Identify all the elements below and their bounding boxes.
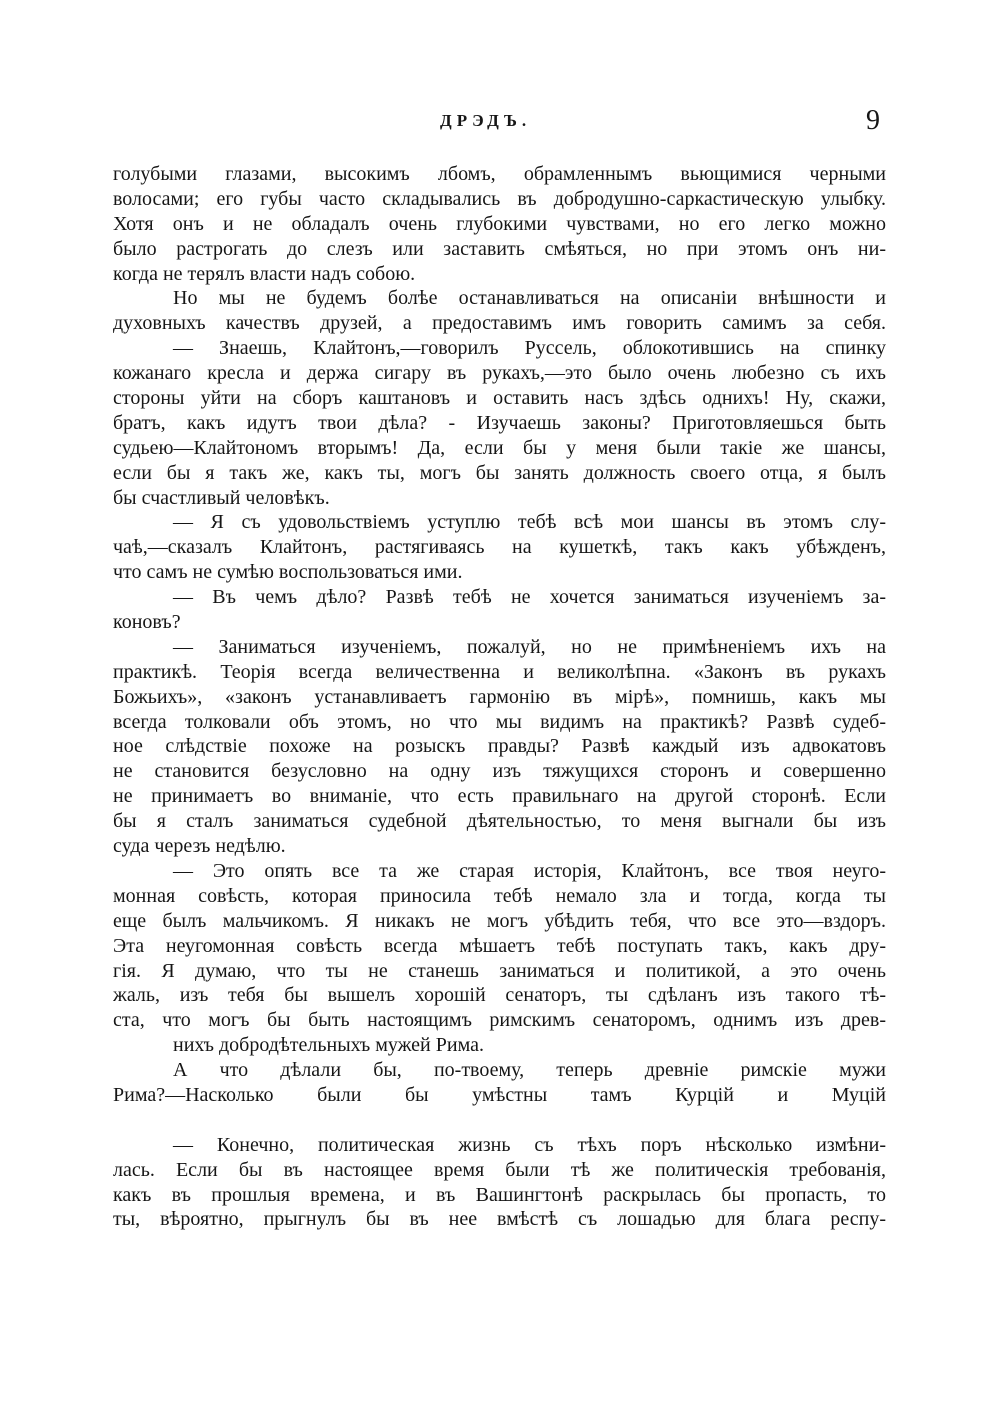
text-line: — Конечно, политическая жизнь съ тѣхъ поръ нѣсколько измѣни- <box>173 1133 886 1156</box>
page-number: 9 <box>866 105 880 136</box>
text-line: ное слѣдствіе похоже на розыскъ правды? Развѣ каждый изъ адвокатовъ <box>113 735 886 758</box>
text-line: чаѣ,—сказалъ Клайтонъ, растягиваясь на кушеткѣ, такъ какъ убѣжденъ, <box>113 536 886 559</box>
text-line: А что дѣлали бы, по-твоему, теперь древніе римскіе мужи <box>173 1059 886 1082</box>
text-line: гія. Я думаю, что ты не станешь заниматься и политикой, а это очень <box>113 959 886 982</box>
text-line: что самъ не сумѣю воспользоваться ими. <box>113 561 463 584</box>
text-line: бы я сталъ заниматься судебной дѣятельностью, то меня выгнали бы изъ <box>113 810 886 833</box>
text-line: Рима?—Насколько были бы умѣстны тамъ Курцій и Муцій <box>113 1083 886 1106</box>
text-line: — Знаешь, Клайтонъ,—говорилъ Руссель, облокотившись на спинку <box>173 337 886 360</box>
text-line: волосами; его губы часто складывались въ добродушно-саркастическую улыбку. <box>113 187 886 210</box>
text-line: еще былъ мальчикомъ. Я никакъ не могъ убѣдить тебя, что все это—вздоръ. <box>113 909 886 932</box>
text-line: голубыми глазами, высокимъ лбомъ, обрамленнымъ вьющимися черными <box>113 163 886 185</box>
text-line: Божьихъ», «законъ устанавливаетъ гармонію въ мірѣ», помнишь, какъ мы <box>113 685 886 708</box>
text-line: ста, что могъ бы быть настоящимъ римскимъ сенаторомъ, однимъ изъ древ- <box>113 1009 886 1032</box>
text-line: какъ въ прошлыя времена, и въ Вашингтонѣ раскрылась бы пропасть, то <box>113 1183 886 1206</box>
body-text <box>113 162 886 1232</box>
text-line: Но мы не будемъ болѣе останавливаться на описаніи внѣшности и <box>173 287 886 310</box>
text-line: ты, вѣроятно, прыгнулъ бы въ нее вмѣстѣ съ лошадью для блага респу- <box>113 1208 886 1231</box>
text-line: — Я съ удовольствіемъ уступлю тебѣ всѣ мои шансы въ этомъ слу- <box>173 511 886 534</box>
text-line: — Заниматься изученіемъ, пожалуй, но не примѣненіемъ ихъ на <box>173 635 886 658</box>
text-line: бы счастливый человѣкъ. <box>113 486 330 509</box>
text-line: суда черезъ недѣлю. <box>113 835 286 858</box>
text-line: монная совѣсть, которая приносила тебѣ немало зла и тогда, когда ты <box>113 884 886 907</box>
text-line: было растрогать до слезъ или заставить смѣяться, но при этомъ онъ ни- <box>113 237 886 260</box>
text-line: Эта неугомонная совѣсть всегда мѣшаетъ тебѣ поступать такъ, какъ дру- <box>113 934 886 957</box>
text-line: — Это опять все та же старая исторія, Клайтонъ, все твоя неуго- <box>173 859 886 882</box>
text-line: коновъ? <box>113 611 181 634</box>
text-line: кожанаго кресла и держа сигару въ рукахъ,—это было очень любезно съ ихъ <box>113 362 886 385</box>
text-line: жаль, изъ тебя бы вышелъ хорошій сенаторъ, ты сдѣланъ изъ такого тѣ- <box>113 984 886 1007</box>
text-line: лась. Если бы въ настоящее время были тѣ же политическія требованія, <box>113 1158 886 1181</box>
text-line: судьею—Клайтономъ вторымъ! Да, если бы у меня были такіе же шансы, <box>113 436 886 459</box>
text-line: братъ, какъ идутъ твои дѣла? - Изучаешь законы? Приготовляешься быть <box>113 411 886 434</box>
page-header <box>0 105 1000 145</box>
text-line: всегда толковали объ этомъ, но что мы видимъ на практикѣ? Развѣ судеб- <box>113 710 886 733</box>
text-line: нихъ добродѣтельныхъ мужей Рима. <box>173 1034 484 1057</box>
text-line: стороны уйти на сборъ каштановъ и оставить насъ здѣсь однихъ! Ну, скажи, <box>113 387 886 410</box>
text-line: духовныхъ качествъ друзей, а предоставимъ имъ говорить самимъ за себя. <box>113 312 886 335</box>
text-line: практикѣ. Теорія всегда величественна и великолѣпна. «Законъ въ рукахъ <box>113 660 886 683</box>
text-line: когда не терялъ власти надъ собою. <box>113 262 416 285</box>
text-line: если бы я такъ же, какъ ты, могъ бы занять должность своего отца, я былъ <box>113 461 886 484</box>
running-title: ДРЭДЪ. <box>440 111 532 130</box>
text-line: Хотя онъ и не обладалъ очень глубокими чувствами, но его легко можно <box>113 212 886 235</box>
text-line: не становится безусловно на одну изъ тяжущихся сторонъ и совершенно <box>113 760 886 783</box>
text-line: не принимаетъ во вниманіе, что есть правильнаго на другой сторонѣ. Если <box>113 785 886 808</box>
text-line: — Въ чемъ дѣло? Развѣ тебѣ не хочется заниматься изученіемъ за- <box>173 586 886 609</box>
